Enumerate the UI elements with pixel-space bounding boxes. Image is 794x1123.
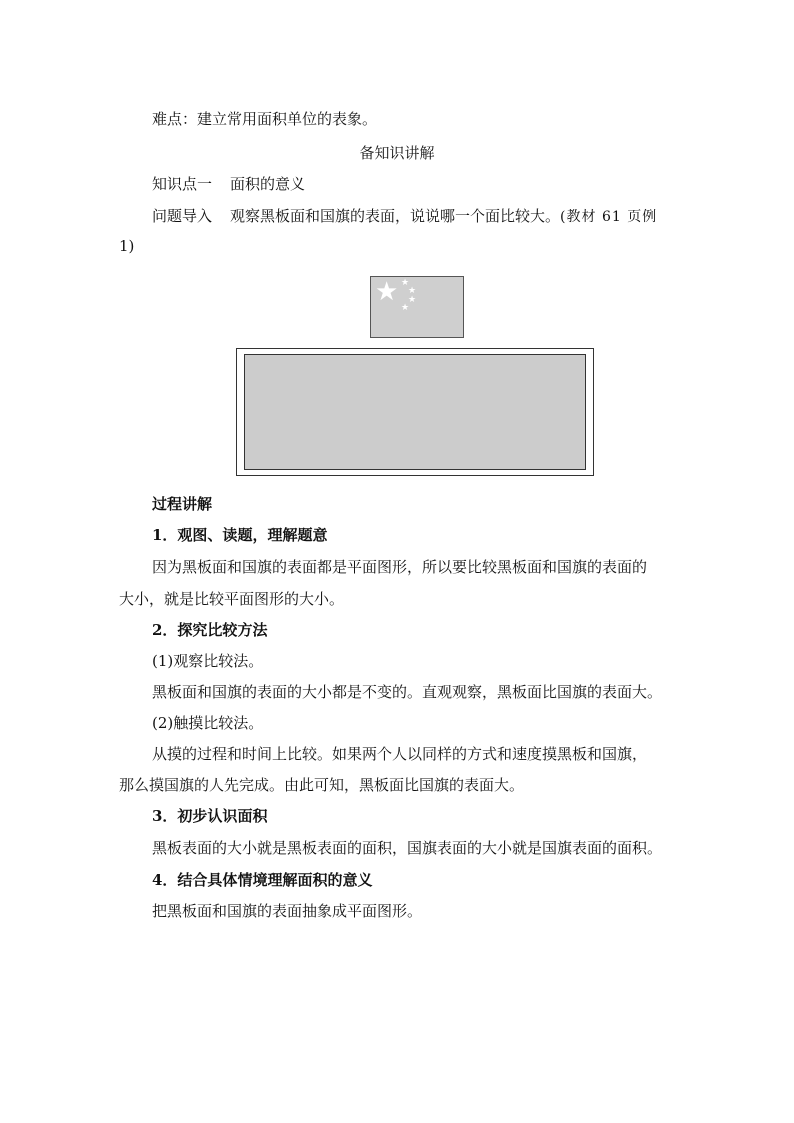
step2-sub1: (1)观察比较法。 [152,652,264,670]
step2-sub2-line2: 那么摸国旗的人先完成。由此可知，黑板面比国旗的表面大。 [119,776,525,794]
knowledge-point-heading [152,174,305,194]
step2-sub2-line1: 从摸的过程和时间上比较。如果两个人以同样的方式和速度摸黑板和国旗， [152,745,648,763]
small-star-icon: ★ [401,278,410,288]
intro-label: 问题导入 [152,207,213,225]
intro-ref: (教材 61 页例 [560,209,658,225]
step1-title: 1．观图、读题，理解题意 [152,526,328,544]
intro-text: 观察黑板面和国旗的表面，说说哪一个面比较大。 [230,207,561,225]
blackboard-figure [236,348,594,476]
step4-paragraph: 把黑板面和国旗的表面抽象成平面图形。 [152,902,423,920]
big-star-icon: ★ [375,277,399,307]
step1-paragraph-line1: 因为黑板面和国旗的表面都是平面图形，所以要比较黑板面和国旗的表面的 [152,558,648,576]
step3-paragraph: 黑板表面的大小就是黑板表面的面积，国旗表面的大小就是国旗表面的面积。 [152,839,663,857]
step2-sub2: (2)触摸比较法。 [152,714,264,732]
process-title: 过程讲解 [152,495,213,513]
knowledge-point-title: 面积的意义 [230,175,306,193]
step2-title: 2．探究比较方法 [152,621,268,639]
knowledge-point-label: 知识点一 [152,175,213,193]
step1-paragraph-line2: 大小，就是比较平面图形的大小。 [119,590,345,608]
flag-figure [370,276,464,338]
small-star-icon: ★ [408,286,417,296]
step4-title: 4．结合具体情境理解面积的意义 [152,871,373,889]
blackboard-surface [244,354,586,470]
small-star-icon: ★ [401,303,410,313]
step3-title: 3．初步认识面积 [152,807,268,825]
section-title: 备知识讲解 [359,144,435,162]
intro-ref-continued: 1) [119,237,135,255]
intro-line [152,206,657,227]
difficulty-line: 难点：建立常用面积单位的表象。 [152,110,378,128]
step2-sub1-text: 黑板面和国旗的表面的大小都是不变的。直观观察，黑板面比国旗的表面大。 [152,683,663,701]
small-star-icon: ★ [408,295,417,305]
